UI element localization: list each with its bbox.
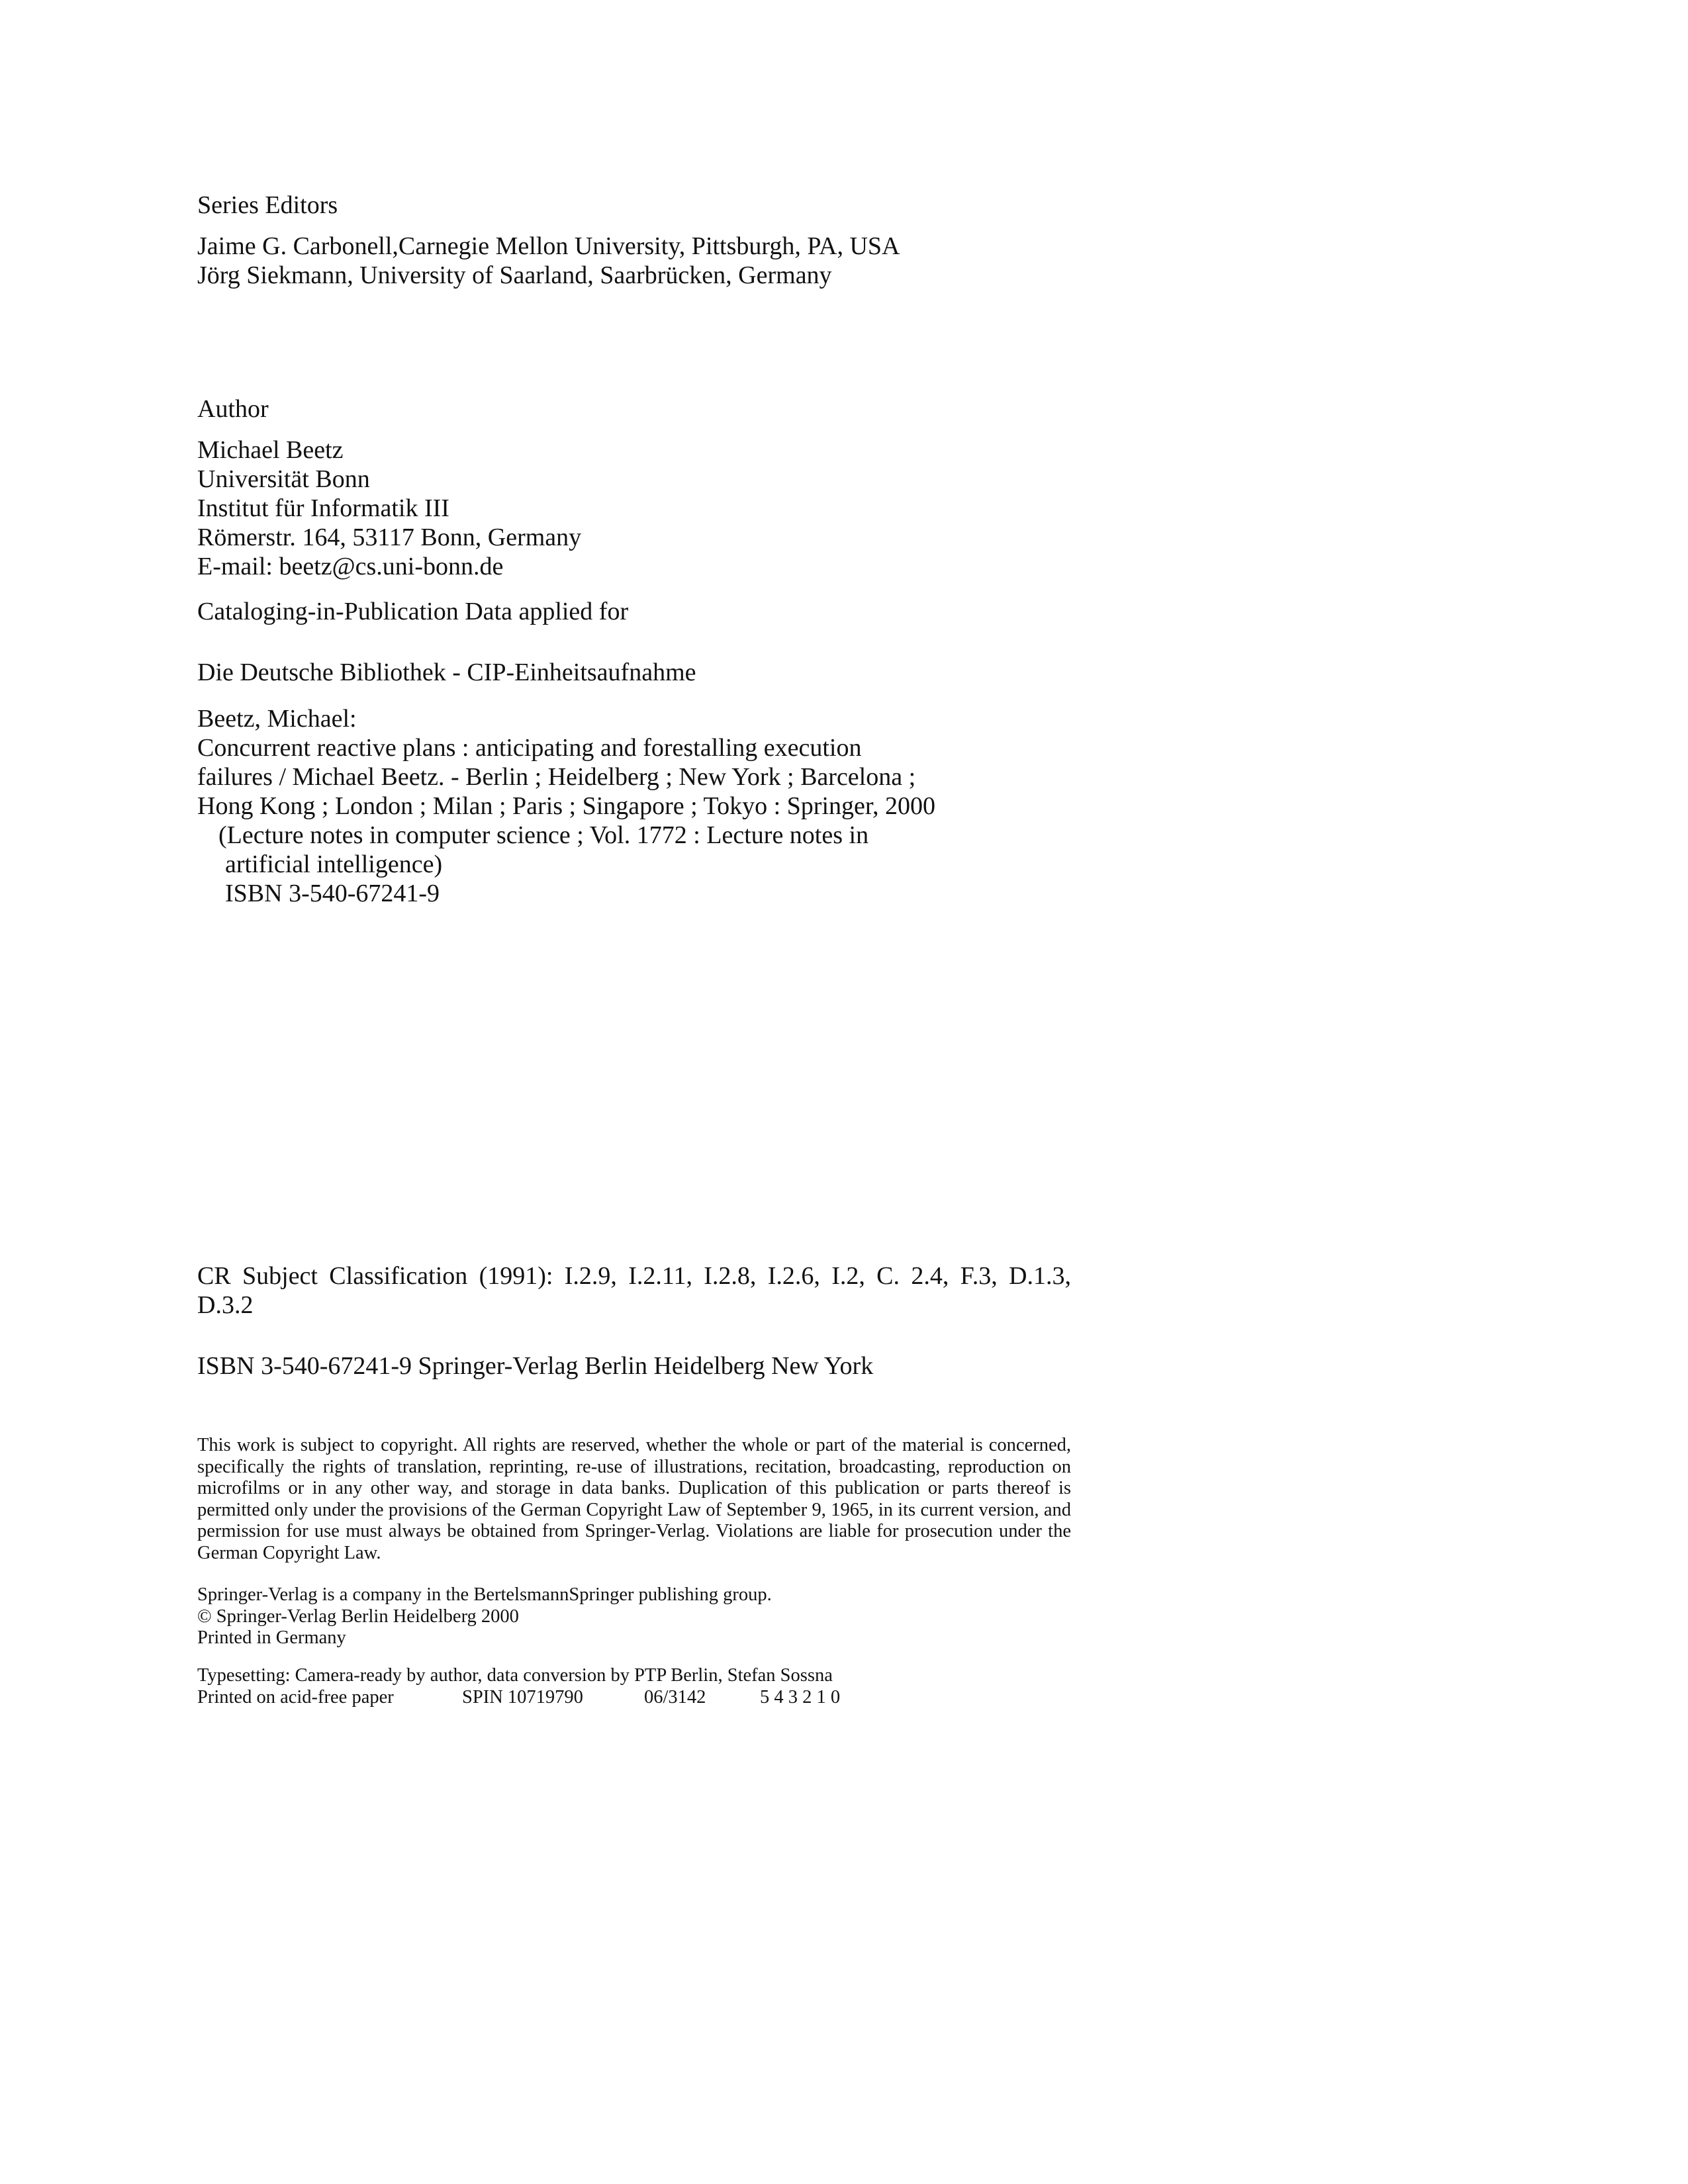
author-street: Römerstr. 164, 53117 Bonn, Germany [197, 523, 582, 551]
cip-entry [197, 704, 935, 908]
cip-entry-line: failures / Michael Beetz. - Berlin ; Heidelberg ; New York ; Barcelona ; [197, 763, 916, 791]
series-editor: Jaime G. Carbonell,Carnegie Mellon University, Pittsburgh, PA, USA [197, 232, 900, 260]
cip-entry-line: Beetz, Michael: [197, 705, 357, 733]
printed-in: Printed in Germany [197, 1627, 346, 1648]
author-university: Universität Bonn [197, 465, 370, 493]
cr-subject-classification: CR Subject Classification (1991): I.2.9, I.2.11, I.2.8, I.2.6, I.2, C. 2.4, F.3, D.1.3, D.3.2 [197, 1262, 1071, 1319]
cip-entry-line: Hong Kong ; London ; Milan ; Paris ; Singapore ; Tokyo : Springer, 2000 [197, 792, 936, 820]
paper-note: Printed on acid-free paper [197, 1686, 394, 1707]
series-editors-heading: Series Editors [197, 191, 338, 219]
typesetting-line: Typesetting: Camera-ready by author, data conversion by PTP Berlin, Stefan Sossna [197, 1665, 833, 1686]
cip-bibliothek: Die Deutsche Bibliothek - CIP-Einheitsaufnahme [197, 659, 696, 686]
copyright-line: © Springer-Verlag Berlin Heidelberg 2000 [197, 1606, 519, 1627]
copyright-notice: This work is subject to copyright. All rights are reserved, whether the whole or part of the material is concerned, specifically the rights of translation, reprinting, re-use of illustrations, recitation, broadcasting, reproduction on microfilms or in any other way, and storage in data banks. Duplication of this publication or parts thereof is permitted only under the provisions of the German Copyright Law of September 9, 1965, in its current version, and permission for use must always be obtained from Springer-Verlag. Violations are liable for prosecution under the German Copyright Law. [197, 1435, 1071, 1563]
cip-entry-line: artificial intelligence) [225, 850, 443, 878]
print-run-numbers: 5 4 3 2 1 0 [760, 1686, 841, 1707]
author-institute: Institut für Informatik III [197, 494, 449, 522]
print-code: 06/3142 [644, 1686, 706, 1707]
publisher-info [197, 1584, 1071, 1649]
spin-number: SPIN 10719790 [462, 1686, 583, 1707]
isbn-line: ISBN 3-540-67241-9 Springer-Verlag Berlin Heidelberg New York [197, 1352, 874, 1380]
cip-entry-line: (Lecture notes in computer science ; Vol. 1772 : Lecture notes in [218, 821, 869, 849]
author-name: Michael Beetz [197, 436, 344, 464]
cip-entry-line: Concurrent reactive plans : anticipating and forestalling execution [197, 734, 862, 762]
cip-applied: Cataloging-in-Publication Data applied for [197, 598, 629, 625]
publisher-group: Springer-Verlag is a company in the BertelsmannSpringer publishing group. [197, 1584, 772, 1605]
author-heading: Author [197, 395, 269, 423]
printing-line [197, 1687, 1071, 1709]
printing-info [197, 1665, 1071, 1708]
cip-entry-isbn: ISBN 3-540-67241-9 [225, 880, 440, 907]
series-editors-list [197, 232, 900, 290]
author-email: E-mail: beetz@cs.uni-bonn.de [197, 553, 504, 580]
series-editor: Jörg Siekmann, University of Saarland, Saarbrücken, Germany [197, 261, 832, 289]
author-address [197, 435, 581, 581]
